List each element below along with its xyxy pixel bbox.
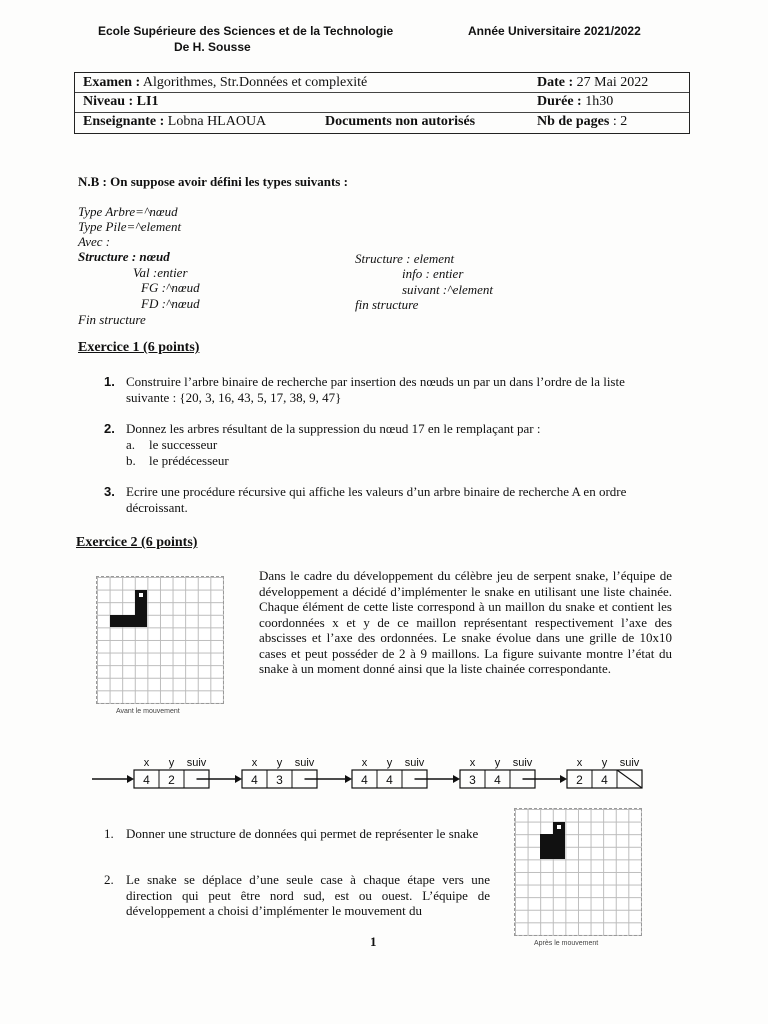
ex1-q1-number: 1.: [104, 374, 115, 389]
ex1-q2a-text: le successeur: [149, 437, 218, 452]
node-x-value: 4: [143, 773, 150, 787]
ex1-q2-text: Donnez les arbres résultant de la suppression du nœud 17 en le remplaçant par :: [126, 421, 541, 436]
exam-duration: Durée : 1h30: [537, 94, 614, 109]
node-header-y: y: [494, 757, 501, 769]
node-header-x: x: [361, 757, 368, 769]
academic-year: Année Universitaire 2021/2022: [468, 24, 641, 38]
struct-noeud-val: Val :entier: [133, 265, 188, 280]
struct-element-end: fin structure: [355, 297, 419, 312]
struct-noeud-end: Fin structure: [78, 312, 146, 327]
snake-grid-before: [96, 576, 224, 704]
node-header-x: x: [576, 757, 583, 769]
arrow-head: [453, 775, 460, 783]
exercise-1-title: Exercice 1 (6 points): [78, 340, 200, 355]
arrow-head: [235, 775, 242, 783]
node-header-x: x: [251, 757, 258, 769]
snake-grid-after: [514, 808, 642, 936]
node-y-value: 4: [601, 773, 608, 787]
type-def-arbre: Type Arbre=^nœud: [78, 204, 178, 219]
struct-element-info: info : entier: [402, 266, 464, 281]
ex1-q2b-letter: b.: [126, 453, 136, 468]
ex1-q2-number: 2.: [104, 421, 115, 436]
exam-title: Examen : Algorithmes, Str.Données et complexité: [83, 75, 368, 90]
node-header-y: y: [386, 757, 393, 769]
struct-noeud-fg: FG :^nœud: [141, 280, 200, 295]
ex1-q2a-letter: a.: [126, 437, 136, 452]
node-y-value: 3: [276, 773, 283, 787]
node-header-suiv: suiv: [294, 757, 315, 769]
nb-note: N.B : On suppose avoir défini les types suivants :: [78, 174, 348, 189]
struct-noeud-fd: FD :^nœud: [141, 296, 200, 311]
null-pointer: [617, 770, 642, 788]
node-header-x: x: [469, 757, 476, 769]
node-x-value: 3: [469, 773, 476, 787]
struct-noeud-header: Structure : nœud: [78, 249, 170, 264]
linked-list-diagram: [90, 752, 660, 798]
node-header-x: x: [143, 757, 150, 769]
exam-info-box: [74, 72, 690, 134]
snake-segment: [540, 847, 565, 860]
ex1-q3-number: 3.: [104, 484, 115, 499]
school-city: De H. Sousse: [174, 40, 251, 54]
caption-before-movement: Avant le mouvement: [116, 708, 180, 715]
ex1-q3-text: Ecrire une procédure récursive qui affiche les valeurs d’un arbre binaire de recherche A en ordre décroissant.: [126, 484, 627, 515]
node-x-value: 4: [361, 773, 368, 787]
node-header-y: y: [168, 757, 175, 769]
struct-element-suivant: suivant :^element: [402, 282, 494, 297]
ex2-q1-number: 1.: [104, 826, 114, 841]
page-number: 1: [370, 934, 377, 949]
node-x-value: 2: [576, 773, 583, 787]
node-y-value: 4: [386, 773, 393, 787]
arrow-head: [345, 775, 352, 783]
snake-head-eye: [557, 825, 561, 829]
caption-after-movement: Après le mouvement: [534, 940, 599, 947]
ex1-q2b-text: le prédécesseur: [149, 453, 229, 468]
documents-notice: Documents non autorisés: [325, 114, 476, 129]
node-header-suiv: suiv: [404, 757, 425, 769]
exam-date: Date : 27 Mai 2022: [537, 75, 649, 90]
ex2-intro-paragraph: Dans le cadre du développement du célèbre jeu de serpent snake, l’équipe de développement a décidé d’implémenter le snake en utilisant une liste chainée. Chaque élément de cette liste correspond à un maillon du snake et contient les coordonnées x et y de ce maillon représentant respectivement l’axe des abscisses et l’axe des ordonnées. Le snake évolue dans une grille de 10x10 cases et peut posséder de 2 à 9 maillons. La figure suivante montre l’état du snake à un moment donné ainsi que la liste chainée correspondante.: [259, 568, 672, 676]
snake-head-eye: [139, 593, 143, 597]
node-header-suiv: suiv: [619, 757, 640, 769]
node-y-value: 2: [168, 773, 175, 787]
exam-teacher: Enseignante : Lobna HLAOUA: [83, 114, 267, 129]
page-count: Nb de pages : 2: [537, 114, 628, 129]
node-y-value: 4: [494, 773, 501, 787]
ex2-q2-text: Le snake se déplace d’une seule case à chaque étape vers une direction qui peut être nord sud, est ou ouest. L’équipe de développement a choisi d’implémenter le mouvement du: [126, 872, 490, 918]
ex2-q2-number: 2.: [104, 872, 114, 887]
arrow-head: [127, 775, 134, 783]
type-def-pile: Type Pile=^element: [78, 219, 182, 234]
ex2-q1-text: Donner une structure de données qui permet de représenter le snake: [126, 826, 479, 841]
snake-segment: [110, 615, 148, 628]
type-def-avec: Avec :: [78, 234, 111, 249]
exam-level: Niveau : LI1: [83, 94, 159, 109]
node-x-value: 4: [251, 773, 258, 787]
arrow-head: [560, 775, 567, 783]
node-header-suiv: suiv: [186, 757, 207, 769]
node-header-suiv: suiv: [512, 757, 533, 769]
exercise-2-title: Exercice 2 (6 points): [76, 535, 198, 550]
school-name: Ecole Supérieure des Sciences et de la Technologie: [98, 24, 394, 38]
struct-element-header: Structure : element: [355, 251, 455, 266]
node-header-y: y: [276, 757, 283, 769]
node-header-y: y: [601, 757, 608, 769]
ex1-q1-text: Construire l’arbre binaire de recherche par insertion des nœuds un par un dans l’ordre de la liste suivante : {20, 3, 16, 43, 5, 17, 38, 9, 47}: [126, 374, 625, 405]
